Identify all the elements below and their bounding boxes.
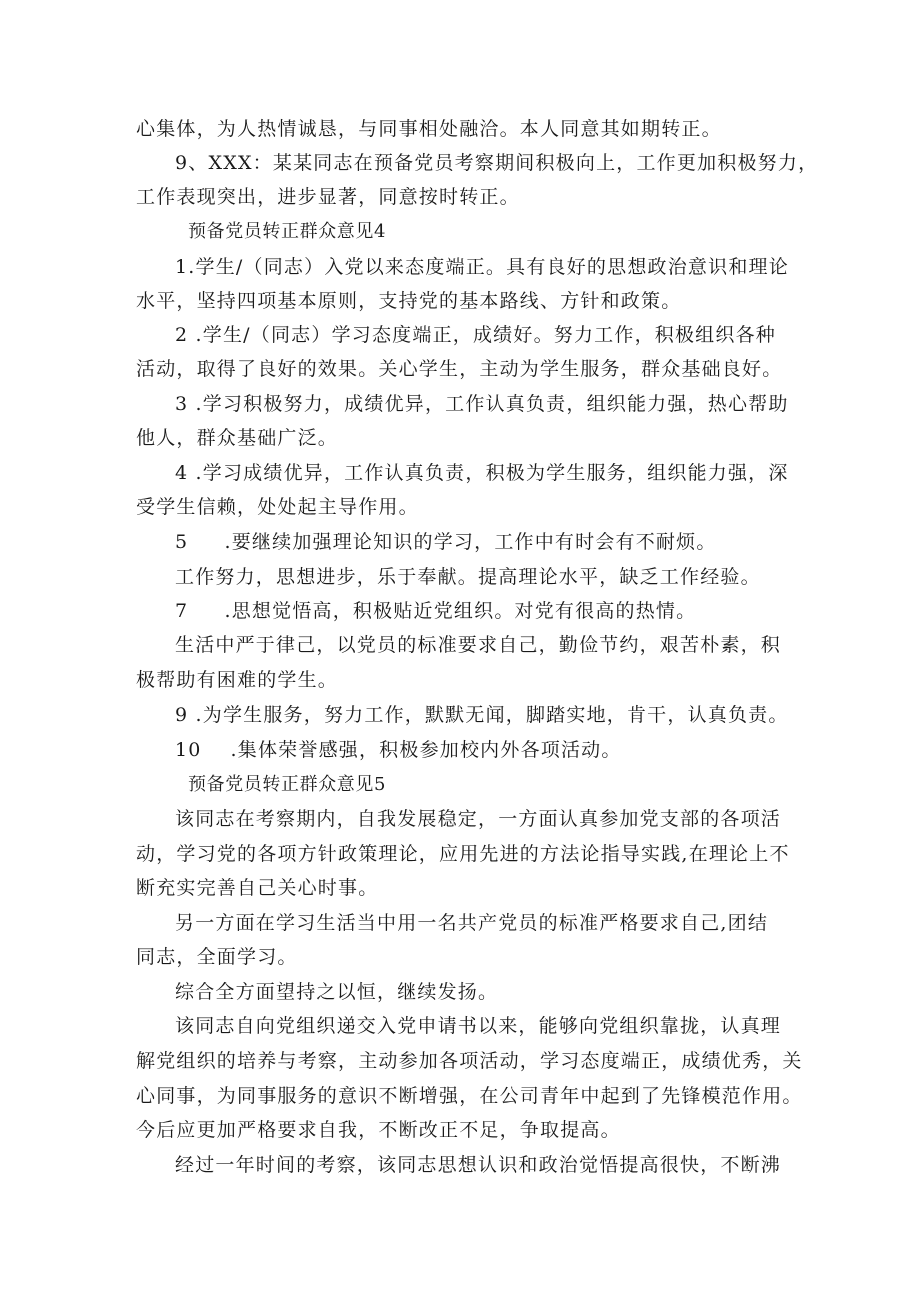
text-line: 7 .思想觉悟高，积极贴近党组织。对党有很高的热情。 — [175, 600, 697, 622]
section-heading: 预备党员转正群众意见4 — [188, 221, 387, 242]
text-line: 极帮助有困难的学生。 — [136, 669, 339, 691]
section-heading: 预备党员转正群众意见5 — [188, 774, 387, 795]
text-line: 工作表现突出，进步显著，同意按时转正。 — [136, 186, 520, 208]
text-line: 同志，全面学习。 — [136, 946, 298, 968]
text-line: 水平，坚持四项基本原则，支持党的基本路线、方针和政策。 — [136, 290, 682, 312]
text-line: 2 .学生/（同志）学习态度端正，成绩好。努力工作，积极组织各种 — [175, 324, 776, 346]
text-line: 综合全方面望持之以恒，继续发扬。 — [175, 981, 499, 1003]
text-line: 10 .集体荣誉感强，积极参加校内外各项活动。 — [175, 739, 622, 761]
text-line: 解党组织的培养与考察，主动参加各项活动，学习态度端正，成绩优秀，关 — [136, 1050, 803, 1072]
text-line: 该同志在考察期内，自我发展稳定，一方面认真参加党支部的各项活 — [175, 808, 782, 830]
text-line: 该同志自向党组织递交入党申请书以来，能够向党组织靠拢，认真理 — [175, 1015, 782, 1037]
text-line: 9、XXX：某某同志在预备党员考察期间积极向上，工作更加积极努力， — [175, 152, 819, 174]
text-line: 今后应更加严格要求自我，不断改正不足，争取提高。 — [136, 1119, 621, 1141]
text-line: 心集体，为人热情诚恳，与同事相处融洽。本人同意其如期转正。 — [136, 118, 722, 140]
text-line: 9 .为学生服务，努力工作，默默无闻，脚踏实地，肯干，认真负责。 — [175, 704, 789, 726]
text-line: 另一方面在学习生活当中用一名共产党员的标准严格要求自己,团结 — [175, 912, 769, 934]
text-line: 受学生信赖，处处起主导作用。 — [136, 496, 419, 518]
text-line: 3 .学习积极努力，成绩优异，工作认真负责，组织能力强，热心帮助 — [175, 393, 789, 415]
text-line: 断充实完善自己关心时事。 — [136, 877, 379, 899]
text-line: 生活中严于律己，以党员的标准要求自己，勤俭节约，艰苦朴素，积 — [175, 634, 782, 656]
text-line: 工作努力，思想进步，乐于奉献。提高理论水平，缺乏工作经验。 — [175, 566, 761, 588]
text-line: 活动，取得了良好的效果。关心学生，主动为学生服务，群众基础良好。 — [136, 358, 783, 380]
text-line: 4 .学习成绩优异，工作认真负责，积极为学生服务，组织能力强，深 — [175, 462, 789, 484]
text-line: 1.学生/（同志）入党以来态度端正。具有良好的思想政治意识和理论 — [175, 256, 789, 278]
text-line: 他人，群众基础广泛。 — [136, 427, 339, 449]
text-line: 5 .要继续加强理论知识的学习，工作中有时会有不耐烦。 — [175, 531, 717, 553]
text-line: 动，学习党的各项方针政策理论，应用先进的方法论指导实践,在理论上不 — [136, 843, 790, 865]
text-line: 心同事，为同事服务的意识不断增强，在公司青年中起到了先锋模范作用。 — [136, 1085, 803, 1107]
text-line: 经过一年时间的考察，该同志思想认识和政治觉悟提高很快，不断沸 — [175, 1154, 782, 1176]
